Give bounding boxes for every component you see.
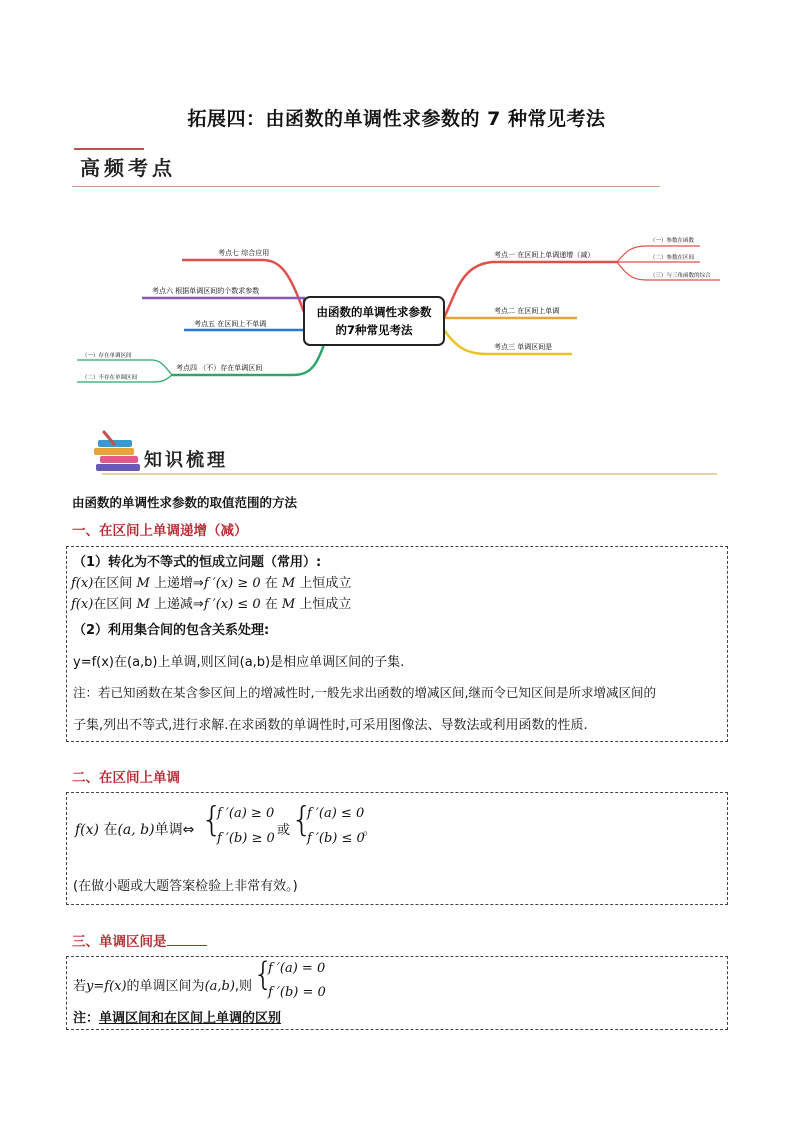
branch-label-3: 考点三 单调区间是 [494, 343, 553, 351]
branch-label-6: 考点六 根据单调区间的个数求参数 [152, 287, 260, 295]
box3-note: 注：单调区间和在区间上单调的区别 [73, 1011, 282, 1026]
cond1-a: f ′(a) ≥ 0 [217, 806, 275, 821]
sub-line-4a [77, 360, 172, 375]
mind-map [72, 230, 732, 395]
section-header-text: 知识梳理 [144, 450, 228, 471]
box1-line5: y=f(x)在(a,b)上单调,则区间(a,b)是相应单调区间的子集. [73, 655, 405, 670]
box2-note: (在做小题或大题答案检验上非常有效。) [73, 879, 298, 894]
center-line-1: 由函数的单调性求参数 [316, 305, 432, 319]
content-box-1 [66, 546, 728, 742]
section-header-knowledge [72, 430, 722, 478]
section-header-text: 高频考点 [80, 156, 176, 180]
cond2-b: f ′(b) ≤ 0 [307, 831, 365, 846]
box1-line2: f(x)在区间 M 上递增⇒f ′(x) ≥ 0 在 M 上恒成立 [71, 576, 352, 591]
box1-line4: （2）利用集合间的包含关系处理: [73, 623, 270, 638]
or-text: 或 [277, 823, 291, 838]
heading-part1: 一、在区间上单调递增（减） [72, 523, 248, 539]
center-line-2: 的7种常见考法 [335, 323, 413, 337]
branch-line-7 [182, 260, 304, 312]
sub-label-1a: （一）参数在函数 [650, 238, 695, 244]
sub-label-4b: （二）不存在单调区间 [82, 375, 138, 381]
branch-label-4: 考点四 （不）存在单调区间 [176, 364, 263, 372]
branch-label-7: 考点七 综合应用 [218, 249, 270, 257]
content-box-2 [66, 792, 728, 905]
sub-label-1c: （三）与三角函数的综合 [650, 273, 711, 279]
box1-line6: 注：若已知函数在某含参区间上的增减性时,一般先求出函数的增减区间,继而令已知区间是所求增减区间的 [73, 685, 656, 700]
section-header-high-frequency [72, 146, 662, 188]
cond3-a: f ′(a) = 0 [268, 961, 326, 976]
sub-label-4a: （一）存在单调区间 [82, 353, 132, 359]
brace-2: { [291, 800, 313, 840]
box3-line1: 若y=f(x)的单调区间为(a,b),则 [73, 979, 253, 994]
intro-text: 由函数的单调性求参数的取值范围的方法 [72, 495, 298, 510]
box2-formula-lead: f(x) 在(a, b)单调⇔ [75, 822, 195, 838]
branch-label-1: 考点一 在区间上单调递增（减） [494, 251, 595, 259]
brace-3: { [253, 955, 274, 993]
formula-end: 。 [363, 823, 377, 838]
page-title: 拓展四：由函数的单调性求参数的 7 种常见考法 [187, 108, 606, 130]
cond1-b: f ′(b) ≥ 0 [217, 831, 275, 846]
cond3-b: f ′(b) = 0 [268, 985, 326, 1000]
box1-line7: 子集,列出不等式,进行求解.在求函数的单调性时,可采用图像法、导数法或利用函数的性质. [73, 718, 588, 733]
brace-1: { [201, 800, 223, 840]
branch-line-6 [142, 298, 304, 304]
box1-line3: f(x)在区间 M 上递减⇒f ′(x) ≤ 0 在 M 上恒成立 [71, 597, 352, 612]
header-accent-line [74, 148, 144, 150]
branch-label-2: 考点二 在区间上单调 [494, 307, 560, 315]
sub-label-1b: （二）参数在区间 [650, 255, 695, 261]
blank-underline [167, 933, 207, 946]
box1-line1: （1）转化为不等式的恒成立问题（常用）: [73, 555, 322, 570]
header-divider [102, 473, 717, 475]
heading-part2: 二、在区间上单调 [72, 770, 180, 786]
content-box-3 [66, 956, 728, 1030]
header-divider [72, 186, 660, 187]
books-icon [90, 430, 146, 474]
cond2-a: f ′(a) ≤ 0 [307, 806, 365, 821]
branch-label-5: 考点五 在区间上不单调 [194, 320, 267, 328]
heading-part3: 三、单调区间是 [72, 930, 207, 950]
